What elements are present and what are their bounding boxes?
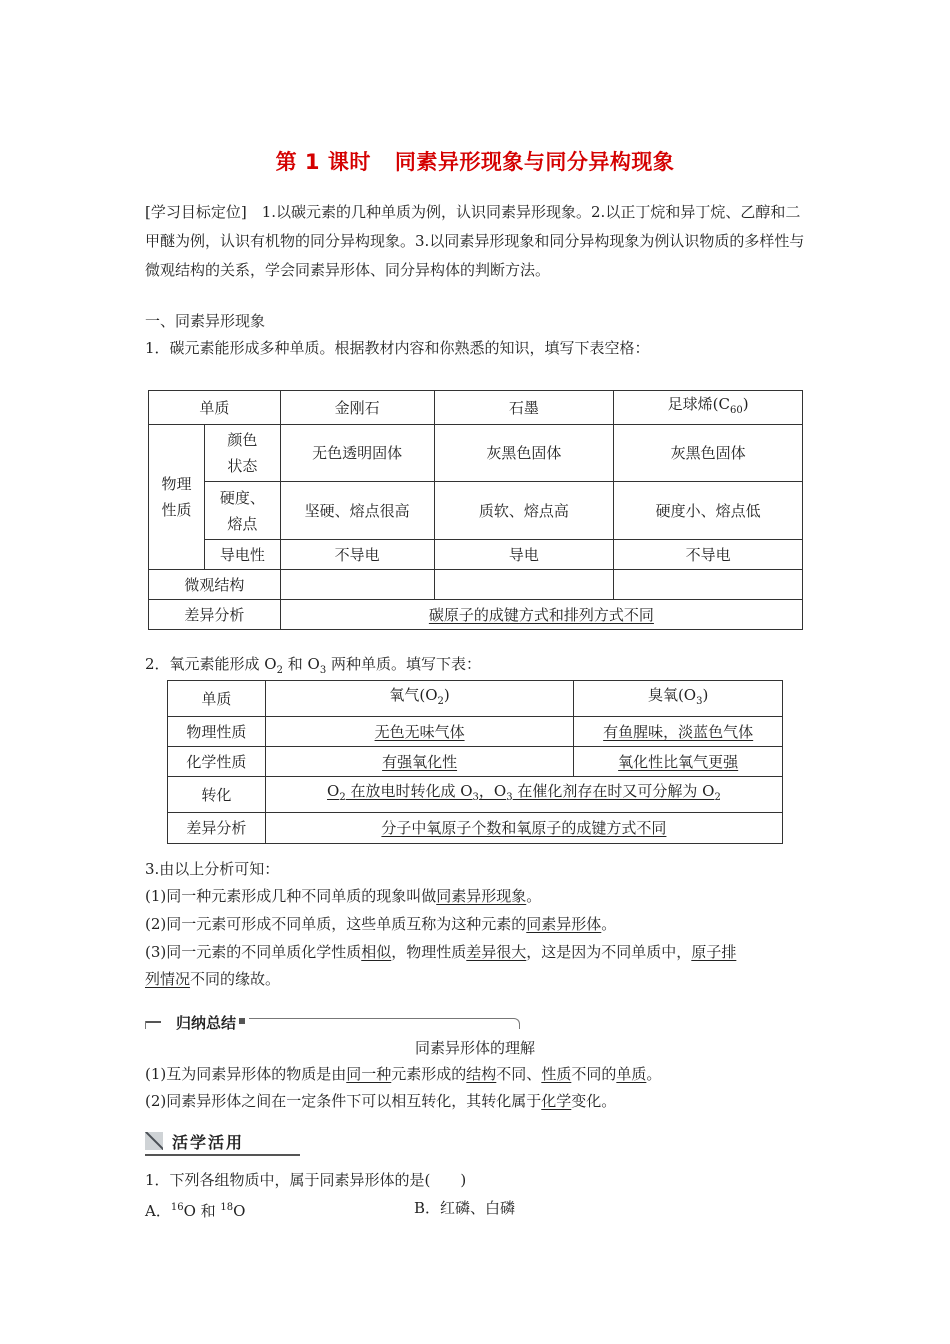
cell-value: 硬度小、熔点低 <box>614 482 803 540</box>
header-fullerene: 足球烯$(C_{60})$ <box>614 391 803 425</box>
conclusion-3-cont: 列情况不同的缘故。 <box>145 970 281 988</box>
practice-question-1: 1．下列各组物质中，属于同素异形体的是( ) <box>145 1171 467 1189</box>
summary-subtitle: 同素异形体的理解 <box>414 1039 535 1057</box>
header-ozone: 臭氧$(O_3)$ <box>574 681 783 717</box>
page-title <box>0 146 950 176</box>
conclusion-1: (1)同一种元素形成几种不同单质的现象叫做同素异形现象。 <box>145 887 542 905</box>
cell-value: 坚硬、熔点很高 <box>280 482 434 540</box>
header-graphite: 石墨 <box>434 391 614 425</box>
summary-point-1: (1)互为同素异形体的物质是由同一种元素形成的结构不同、性质不同的单质。 <box>145 1065 662 1083</box>
conductivity-label: 导电性 <box>204 540 280 570</box>
difference-label: 差异分析 <box>149 600 281 630</box>
summary-label: 归纳总结 <box>176 1014 237 1032</box>
question-1-text: 1．碳元素能形成多种单质。根据教材内容和你熟悉的知识，填写下表空格： <box>145 339 650 357</box>
difference-label: 差异分析 <box>168 813 266 844</box>
cell-value: 氧化性比氧气更强 <box>574 747 783 777</box>
summary-point-2: (2)同素异形体之间在一定条件下可以相互转化，其转化属于化学变化。 <box>145 1092 617 1110</box>
hardness-label: 硬度、 熔点 <box>204 482 280 540</box>
cell-value: 有鱼腥味，淡蓝色气体 <box>574 717 783 747</box>
conclusion-3: (3)同一元素的不同单质化学性质相似，物理性质差异很大，这是因为不同单质中，原子排 <box>145 943 737 961</box>
practice-header <box>145 1130 300 1156</box>
practice-label: 活学活用 <box>172 1133 245 1152</box>
cell-value: 灰黑色固体 <box>434 425 614 482</box>
conversion-label: 转化 <box>168 777 266 813</box>
cell-value: 质软、熔点高 <box>434 482 614 540</box>
blank-cell <box>434 570 614 600</box>
question-2-text: 2．氧元素能形成 $O_2$ 和 $O_3$ 两种单质。填写下表： <box>145 655 481 676</box>
cell-value: 无色无味气体 <box>265 717 573 747</box>
lesson-topic: 同素异形现象与同分异构现象 <box>394 150 675 174</box>
lesson-number: 第 1 课时 <box>275 150 371 174</box>
oxygen-allotropes-table <box>167 680 783 844</box>
summary-header <box>145 1012 523 1034</box>
conclusion-2: (2)同一元素可形成不同单质，这些单质互称为这种元素的同素异形体。 <box>145 915 617 933</box>
cell-value: 灰黑色固体 <box>614 425 803 482</box>
header-diamond: 金刚石 <box>280 391 434 425</box>
header-substance: 单质 <box>168 681 266 717</box>
physical-properties-label: 物理 性质 <box>149 425 205 570</box>
physical-label: 物理性质 <box>168 717 266 747</box>
difference-value: 碳原子的成键方式和排列方式不同 <box>280 600 802 630</box>
cell-value: 不导电 <box>280 540 434 570</box>
carbon-allotropes-table <box>148 390 803 630</box>
blank-cell <box>280 570 434 600</box>
micro-structure-label: 微观结构 <box>149 570 281 600</box>
option-b: B．红磷、白磷 <box>414 1199 516 1217</box>
chemical-label: 化学性质 <box>168 747 266 777</box>
header-substance: 单质 <box>149 391 281 425</box>
section-heading: 一、同素异形现象 <box>145 312 266 330</box>
header-oxygen: 氧气$(O_2)$ <box>265 681 573 717</box>
conversion-value: $O_2$ 在放电时转化成 $O_3$，$O_3$ 在催化剂存在时又可分解为 $O_2$ <box>265 777 782 813</box>
learning-objectives: [学习目标定位] 1.以碳元素的几种单质为例，认识同素异形现象。2.以正丁烷和异丁烷、乙醇和二甲醚为例，认识有机物的同分异构现象。3.以同素异形现象和同分异构现象为例认识物质的多样性与微观结构的关系，学会同素异形体、同分异构体的判断方法。 <box>145 203 805 279</box>
cell-value: 不导电 <box>614 540 803 570</box>
pencil-icon <box>145 1132 163 1150</box>
question-3-heading: 3.由以上分析可知： <box>145 860 280 878</box>
cell-value: 有强氧化性 <box>265 747 573 777</box>
option-a: A．$^{16}$O 和 $^{18}$O <box>145 1202 246 1220</box>
color-state-label: 颜色 状态 <box>204 425 280 482</box>
difference-value: 分子中氧原子个数和氧原子的成键方式不同 <box>265 813 782 844</box>
blank-cell <box>614 570 803 600</box>
cell-value: 导电 <box>434 540 614 570</box>
cell-value: 无色透明固体 <box>280 425 434 482</box>
